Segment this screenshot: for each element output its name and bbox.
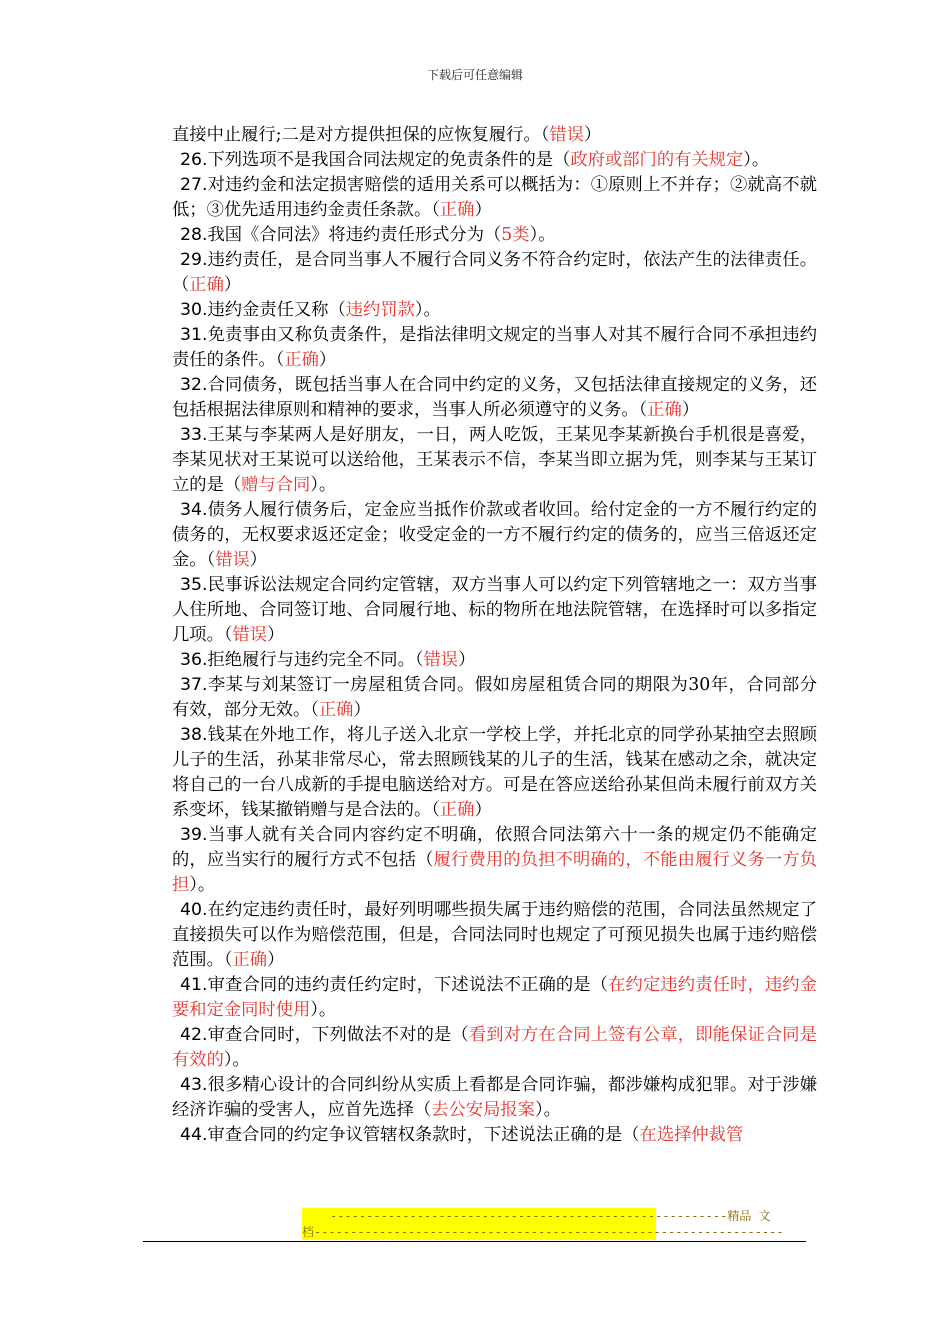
answer-text: 赠与合同 (241, 475, 311, 495)
answer-text: 正确 (647, 400, 682, 420)
question-item (172, 1023, 817, 1073)
answer-text: 看到对方在合同上签有公章，即能保证合同是有效的 (172, 1025, 817, 1070)
answer-text: 错误 (549, 125, 584, 145)
question-number: 28. (180, 225, 208, 245)
question-number: 42. (180, 1025, 208, 1045)
question-number: 35. (180, 575, 208, 595)
question-text: ） (267, 625, 285, 645)
question-number: 40. (180, 900, 208, 920)
question-text: 很多精心设计的合同纠纷从实质上看都是合同诈骗，都涉嫌构成犯罪。对于涉嫌经济诈骗的受害人，应首先选择（ (172, 1075, 817, 1120)
question-text: 直接中止履行;二是对方提供担保的应恢复履行。（ (172, 125, 550, 145)
answer-text: 错误 (232, 625, 268, 645)
answer-text: 去公安局报案 (431, 1100, 535, 1120)
question-text: ） (474, 200, 492, 220)
question-text: 违约责任，是合同当事人不履行合同义务不符合约定时，依法产生的法律责任。（ (172, 250, 817, 295)
question-number: 33. (180, 425, 208, 445)
question-text: ） (249, 550, 268, 570)
answer-text: 错误 (423, 650, 459, 670)
answer-text: 正确 (284, 350, 319, 370)
question-text: ）。 (529, 225, 556, 245)
question-item (172, 823, 817, 898)
question-text: 李某与刘某签订一房屋租赁合同。假如房屋租赁合同的期限为30年，合同部分有效，部分无效。（ (172, 675, 817, 720)
question-item (172, 423, 817, 498)
question-number: 37. (180, 675, 208, 695)
question-item (172, 723, 817, 823)
question-text: 当事人就有关合同内容约定不明确，依照合同法第六十一条的规定仍不能确定的，应当实行的履行方式不包括（ (172, 825, 817, 870)
question-text: ） (223, 275, 242, 295)
question-item (172, 573, 817, 648)
question-number: 26. (180, 150, 208, 170)
question-item (172, 173, 817, 223)
answer-text: 履行费用的负担不明确的，不能由履行义务一方负担 (172, 850, 817, 895)
question-text: 违约金责任又称（ (207, 300, 346, 320)
answer-text: 正确 (232, 950, 268, 970)
footer-banner (302, 1208, 784, 1240)
question-number: 43. (180, 1075, 208, 1095)
question-item (172, 1073, 817, 1123)
question-text: ）。 (189, 875, 216, 895)
question-item (172, 498, 817, 573)
question-item (172, 898, 817, 973)
answer-text: 在选择仲裁管 (639, 1125, 744, 1145)
question-item (172, 973, 817, 1023)
question-item (172, 1123, 817, 1148)
question-text: ）。 (310, 475, 337, 495)
question-number: 34. (180, 500, 208, 520)
answer-text: 正确 (439, 800, 475, 820)
question-number: 41. (180, 975, 208, 995)
question-text: 审查合同的违约责任约定时，下述说法不正确的是（ (207, 975, 609, 995)
question-text: ） (474, 800, 492, 820)
question-item (172, 123, 817, 148)
question-text: ）。 (223, 1050, 250, 1070)
question-text: ） (583, 125, 602, 145)
question-text: 民事诉讼法规定合同约定管辖，双方当事人可以约定下列管辖地之一：双方当事人住所地、合同签订地、合同履行地、标的物所在地法院管辖，在选择时可以多指定几项。（ (172, 575, 817, 645)
footer-rule (143, 1241, 806, 1242)
question-text: ） (458, 650, 476, 670)
answer-text: 违约罚款 (345, 300, 415, 320)
answer-text: 错误 (215, 550, 250, 570)
question-number: 30. (180, 300, 208, 320)
question-number: 44. (180, 1125, 208, 1145)
question-text: 拒绝履行与违约完全不同。（ (207, 650, 424, 670)
question-text: 在约定违约责任时，最好列明哪些损失属于违约赔偿的范围，合同法虽然规定了直接损失可以作为赔偿范围，但是，合同法同时也规定了可预见损失也属于违约赔偿范围。（ (172, 900, 817, 970)
question-number: 29. (180, 250, 208, 270)
footer-line-2: 档----------------------------------------------------------------- (302, 1225, 784, 1239)
question-item (172, 648, 817, 673)
question-text: ）。 (743, 150, 770, 170)
question-text: 对违约金和法定损害赔偿的适用关系可以概括为：①原则上不并存；②就高不就低；③优先适用违约金责任条款。（ (172, 175, 817, 220)
answer-text: 正确 (318, 700, 354, 720)
question-text: 债务人履行债务后，定金应当抵作价款或者收回。给付定金的一方不履行约定的债务的，无权要求返还定金；收受定金的一方不履行约定的债务的，应当三倍返还定金。（ (172, 500, 817, 570)
answer-text: 正确 (439, 200, 475, 220)
question-text: 审查合同的约定争议管辖权条款时，下述说法正确的是（ (207, 1125, 640, 1145)
answer-text: 正确 (189, 275, 224, 295)
answer-text: 在约定违约责任时，违约金要和定金同时使用 (172, 975, 817, 1020)
question-number: 36. (180, 650, 208, 670)
question-text: ） (681, 400, 700, 420)
question-number: 27. (180, 175, 208, 195)
question-item (172, 148, 817, 173)
question-number: 31. (180, 325, 208, 345)
question-text: ） (267, 950, 285, 970)
question-item (172, 373, 817, 423)
question-item (172, 248, 817, 298)
page-header: 下载后可任意编辑 (426, 68, 523, 82)
question-text: 钱某在外地工作，将儿子送入北京一学校上学，并托北京的同学孙某抽空去照顾儿子的生活，孙某非常尽心，常去照顾钱某的儿子的生活，钱某在感动之余，就决定将自己的一台八成新的手提电脑送给对方。可是在答应送给孙某但尚未履行前双方关系变坏，钱某撤销赠与是合法的。（ (172, 725, 817, 820)
question-text: 审查合同时，下列做法不对的是（ (207, 1025, 469, 1045)
question-text: ）。 (534, 1100, 561, 1120)
question-item (172, 298, 817, 323)
question-text: ）。 (310, 1000, 337, 1020)
question-text: 王某与李某两人是好朋友，一日，两人吃饭，王某见李某新换台手机很是喜爱，李某见状对王某说可以送给他，王某表示不信，李某当即立据为凭，则李某与王某订立的是（ (172, 425, 817, 495)
question-number: 32. (180, 375, 208, 395)
question-text: ） (353, 700, 371, 720)
answer-text: 5类 (501, 225, 530, 245)
question-item (172, 323, 817, 373)
question-text: 我国《合同法》将违约责任形式分为（ (207, 225, 502, 245)
question-item (172, 673, 817, 723)
question-text: 合同债务，既包括当事人在合同中约定的义务，又包括法律直接规定的义务，还包括根据法律原则和精神的要求，当事人所必须遵守的义务。（ (172, 375, 817, 420)
question-text: ） (318, 350, 337, 370)
answer-text: 政府或部门的有关规定 (570, 150, 744, 170)
question-text: ）。 (414, 300, 441, 320)
footer-line-1: -------------------------------------------------------精品 文 (330, 1209, 771, 1223)
question-number: 38. (180, 725, 208, 745)
question-item (172, 223, 817, 248)
document-body (172, 123, 817, 1148)
question-text: 下列选项不是我国合同法规定的免责条件的是（ (207, 150, 571, 170)
question-text: 免责事由又称负责条件，是指法律明文规定的当事人对其不履行合同不承担违约责任的条件。（ (172, 325, 817, 370)
question-number: 39. (180, 825, 208, 845)
